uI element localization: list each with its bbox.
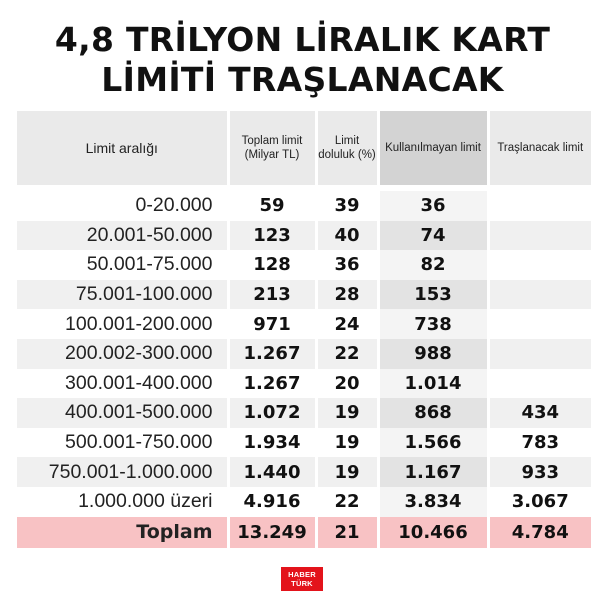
table-row	[17, 309, 591, 339]
range-cell: 75.001-100.000	[17, 280, 228, 310]
fill-cell: 24	[316, 309, 378, 339]
range-cell: 500.001-750.000	[17, 428, 228, 458]
table-row	[17, 221, 591, 251]
table-row	[17, 398, 591, 428]
range-cell: 20.001-50.000	[17, 221, 228, 251]
cut-cell	[488, 280, 591, 310]
fill-cell: 39	[316, 191, 378, 221]
cut-cell	[488, 250, 591, 280]
total-total-limit: 13.249	[228, 517, 316, 548]
unused-cell: 3.834	[378, 487, 488, 517]
header-limit-fill: Limit doluluk (%)	[316, 111, 378, 185]
cut-cell	[488, 191, 591, 221]
table-row	[17, 250, 591, 280]
total-fill: 21	[316, 517, 378, 548]
fill-cell: 36	[316, 250, 378, 280]
header-unused-limit: Kullanılmayan limit	[378, 111, 488, 185]
table-header-row	[17, 111, 591, 185]
range-cell: 750.001-1.000.000	[17, 457, 228, 487]
unused-cell: 988	[378, 339, 488, 369]
table-row	[17, 339, 591, 369]
total-limit-cell: 213	[228, 280, 316, 310]
fill-cell: 19	[316, 457, 378, 487]
total-limit-cell: 123	[228, 221, 316, 251]
table-row	[17, 487, 591, 517]
unused-cell: 36	[378, 191, 488, 221]
table-row	[17, 369, 591, 399]
page-title	[0, 20, 605, 100]
range-cell: 300.001-400.000	[17, 369, 228, 399]
unused-cell: 1.014	[378, 369, 488, 399]
total-limit-cell: 4.916	[228, 487, 316, 517]
logo-line-2: TÜRK	[291, 579, 313, 588]
range-cell: 100.001-200.000	[17, 309, 228, 339]
total-row	[17, 517, 591, 548]
title-line-1: 4,8 TRİLYON LİRALIK KART	[54, 20, 551, 59]
range-cell: 400.001-500.000	[17, 398, 228, 428]
unused-cell: 74	[378, 221, 488, 251]
fill-cell: 22	[316, 339, 378, 369]
total-label: Toplam	[17, 517, 228, 548]
total-limit-cell: 1.934	[228, 428, 316, 458]
range-cell: 50.001-75.000	[17, 250, 228, 280]
total-limit-cell: 1.440	[228, 457, 316, 487]
cut-cell: 783	[488, 428, 591, 458]
table-row	[17, 280, 591, 310]
total-cut: 4.784	[488, 517, 591, 548]
total-limit-cell: 59	[228, 191, 316, 221]
range-cell: 0-20.000	[17, 191, 228, 221]
cut-cell: 3.067	[488, 487, 591, 517]
range-cell: 1.000.000 üzeri	[17, 487, 228, 517]
cut-cell	[488, 221, 591, 251]
fill-cell: 19	[316, 398, 378, 428]
unused-cell: 153	[378, 280, 488, 310]
header-limit-range: Limit aralığı	[17, 111, 228, 185]
unused-cell: 738	[378, 309, 488, 339]
credit-limit-table	[17, 111, 591, 548]
unused-cell: 1.167	[378, 457, 488, 487]
total-limit-cell: 128	[228, 250, 316, 280]
unused-cell: 868	[378, 398, 488, 428]
total-limit-cell: 1.267	[228, 369, 316, 399]
haberturk-logo	[281, 567, 323, 591]
cut-cell: 434	[488, 398, 591, 428]
title-line-2: LİMİTİ TRAŞLANACAK	[101, 60, 504, 99]
total-unused: 10.466	[378, 517, 488, 548]
table-row	[17, 191, 591, 221]
range-cell: 200.002-300.000	[17, 339, 228, 369]
total-limit-cell: 1.267	[228, 339, 316, 369]
unused-cell: 1.566	[378, 428, 488, 458]
fill-cell: 19	[316, 428, 378, 458]
fill-cell: 20	[316, 369, 378, 399]
table-row	[17, 428, 591, 458]
logo-line-1: HABER	[288, 570, 316, 579]
header-total-limit: Toplam limit (Milyar TL)	[228, 111, 316, 185]
fill-cell: 40	[316, 221, 378, 251]
total-limit-cell: 1.072	[228, 398, 316, 428]
header-cut-limit: Traşlanacak limit	[488, 111, 591, 185]
cut-cell	[488, 309, 591, 339]
cut-cell: 933	[488, 457, 591, 487]
fill-cell: 22	[316, 487, 378, 517]
cut-cell	[488, 369, 591, 399]
table-row	[17, 457, 591, 487]
unused-cell: 82	[378, 250, 488, 280]
cut-cell	[488, 339, 591, 369]
total-limit-cell: 971	[228, 309, 316, 339]
fill-cell: 28	[316, 280, 378, 310]
